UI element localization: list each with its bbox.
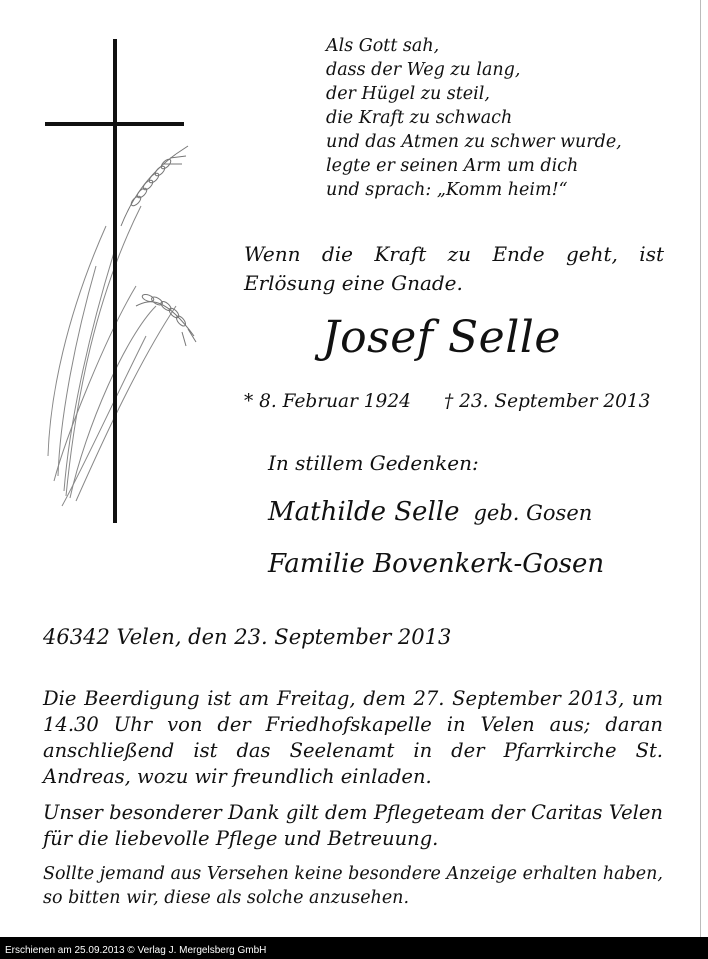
quote-text: Wenn die Kraft zu Ende geht, ist Erlösung eine Gnade. xyxy=(244,242,664,295)
poem-line: der Hügel zu steil, xyxy=(326,84,490,104)
poem-line: die Kraft zu schwach xyxy=(326,108,513,128)
poem-line: und das Atmen zu schwer wurde, xyxy=(326,132,622,152)
mourner-first-nee: geb. Gosen xyxy=(473,501,593,525)
poem-line: legte er seinen Arm um dich xyxy=(326,156,579,176)
thanks-text: Unser besonderer Dank gilt dem Pflegeteam der Caritas Velen für die liebevolle Pflege und Betreuung. xyxy=(43,801,663,850)
birth-date: * 8. Februar 1924 xyxy=(244,391,411,412)
cross-with-wheat-icon xyxy=(36,36,206,540)
footer-bar xyxy=(0,937,708,959)
poem xyxy=(326,34,622,202)
life-dates xyxy=(244,391,664,412)
memory-heading: In stillem Gedenken: xyxy=(268,451,479,475)
funeral-text: Die Beerdigung ist am Freitag, dem 27. September 2013, um 14.30 Uhr von der Friedhofskapelle in Velen aus; daran anschließend ist das Seelenamt in der Pfarrkirche St. Andreas, wozu wir freundlich einladen. xyxy=(43,687,663,788)
mourner-first-name: Mathilde Selle xyxy=(268,497,460,527)
death-date: † 23. September 2013 xyxy=(444,391,651,412)
poem-line: und sprach: „Komm heim!“ xyxy=(326,180,568,200)
poem-line: dass der Weg zu lang, xyxy=(326,60,521,80)
notice-text: Sollte jemand aus Versehen keine besondere Anzeige erhalten haben, so bitten wir, diese als solche anzusehen. xyxy=(43,864,663,908)
deceased-name: Josef Selle xyxy=(322,312,561,363)
poem-line: Als Gott sah, xyxy=(326,36,440,56)
footer-text: Erschienen am 25.09.2013 © Verlag J. Mergelsberg GmbH xyxy=(5,945,267,956)
mourner-second: Familie Bovenkerk-Gosen xyxy=(268,549,605,579)
mourner-first xyxy=(268,497,592,527)
place-date: 46342 Velen, den 23. September 2013 xyxy=(43,625,452,649)
